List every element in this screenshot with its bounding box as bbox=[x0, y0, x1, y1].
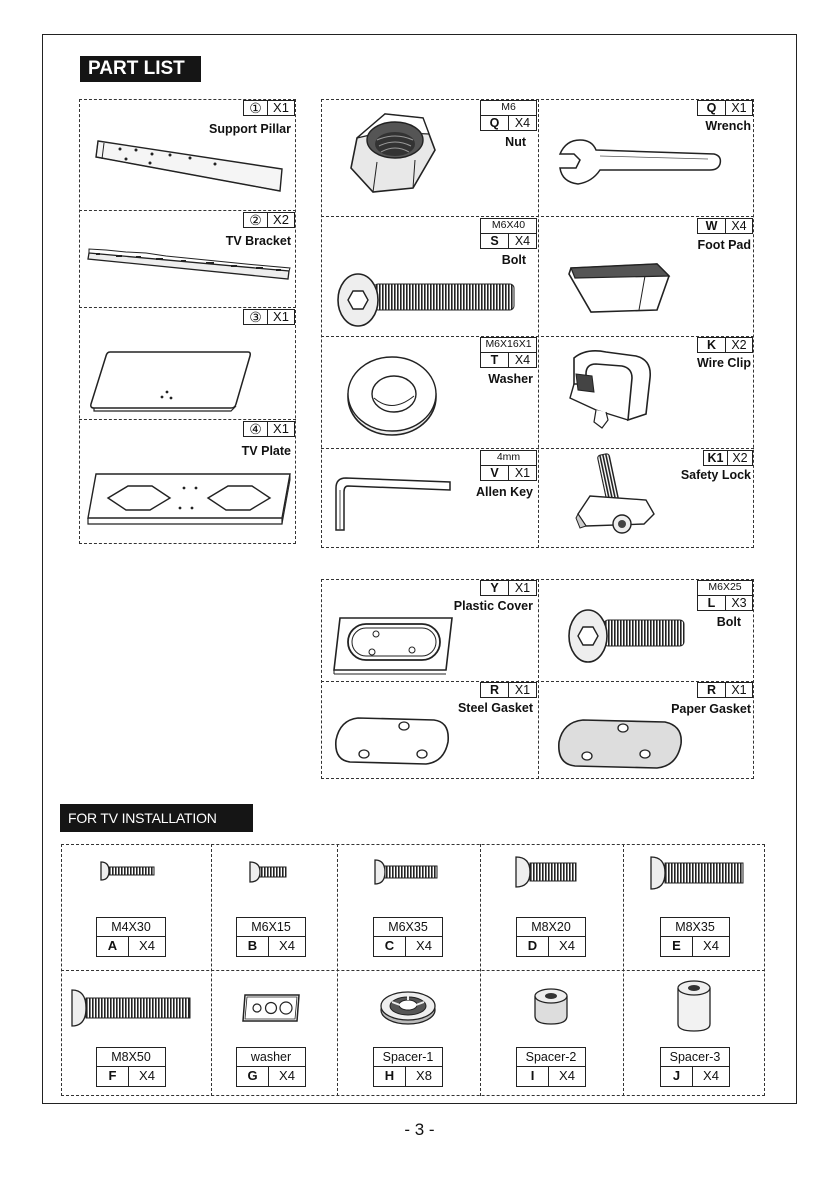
part-g-tag: washer G X4 bbox=[236, 1047, 306, 1087]
support-pillar-label: Support Pillar bbox=[209, 122, 291, 136]
part-e-tag: M8X35 E X4 bbox=[660, 917, 730, 957]
part-b-tag: M6X15 B X4 bbox=[236, 917, 306, 957]
wire-clip-icon bbox=[566, 348, 658, 430]
screw-d-icon bbox=[512, 855, 580, 889]
nut-label: Nut bbox=[505, 135, 526, 149]
part-f-tag: M8X50 F X4 bbox=[96, 1047, 166, 1087]
steel-gasket-label: Steel Gasket bbox=[457, 701, 533, 715]
part-2-tag: ② X2 bbox=[243, 212, 295, 228]
washer-spec: M6X16X1 bbox=[480, 337, 537, 352]
safety-lock-icon bbox=[574, 452, 660, 536]
nut-tag: Q X4 bbox=[480, 115, 537, 131]
part-h-tag: Spacer-1 H X8 bbox=[373, 1047, 443, 1087]
page-number: - 3 - bbox=[404, 1120, 435, 1139]
washer-plate-icon bbox=[241, 991, 303, 1025]
wrench-icon bbox=[556, 132, 726, 190]
nut-spec: M6 bbox=[480, 100, 537, 115]
allen-key-label: Allen Key bbox=[476, 485, 533, 499]
safety-lock-tag: K1 X2 bbox=[703, 450, 753, 466]
plastic-cover-icon bbox=[330, 612, 456, 676]
tv-plate-icon bbox=[86, 470, 294, 530]
part-d-tag: M8X20 D X4 bbox=[516, 917, 586, 957]
support-pillar-icon bbox=[90, 135, 290, 197]
screw-b-icon bbox=[246, 860, 290, 884]
wire-clip-tag: K X2 bbox=[697, 337, 753, 353]
washer-label: Washer bbox=[488, 372, 533, 386]
allen-key-spec: 4mm bbox=[480, 450, 537, 465]
part-i-tag: Spacer-2 I X4 bbox=[516, 1047, 586, 1087]
bolt-l-tag: L X3 bbox=[697, 595, 753, 611]
spacer-1-icon bbox=[378, 988, 438, 1026]
plastic-cover-label: Plastic Cover bbox=[453, 599, 533, 613]
steel-gasket-icon bbox=[330, 712, 454, 770]
bolt-s-label: Bolt bbox=[501, 253, 526, 267]
paper-gasket-tag: R X1 bbox=[697, 682, 753, 698]
washer-icon bbox=[342, 350, 442, 440]
allen-key-tag: V X1 bbox=[480, 465, 537, 481]
bolt-l-icon bbox=[566, 606, 688, 668]
nut-icon bbox=[343, 104, 443, 206]
part-a-tag: M4X30 A X4 bbox=[96, 917, 166, 957]
spacer-3-icon bbox=[674, 978, 714, 1034]
bolt-s-spec: M6X40 bbox=[480, 218, 537, 233]
tv-bracket-icon bbox=[86, 247, 294, 283]
screw-c-icon bbox=[371, 858, 441, 886]
foot-pad-tag: W X4 bbox=[697, 218, 753, 234]
wire-clip-label: Wire Clip bbox=[696, 356, 751, 370]
paper-gasket-icon bbox=[553, 716, 687, 772]
tv-installation-heading: FOR TV INSTALLATION bbox=[60, 804, 253, 832]
safety-lock-label: Safety Lock bbox=[680, 468, 751, 482]
bolt-s-tag: S X4 bbox=[480, 233, 537, 249]
tv-plate-label: TV Plate bbox=[241, 444, 291, 458]
allen-key-icon bbox=[330, 474, 456, 534]
wrench-label: Wrench bbox=[705, 119, 751, 133]
part-list-heading: PART LIST bbox=[80, 56, 201, 82]
paper-gasket-label: Paper Gasket bbox=[671, 702, 751, 716]
part-c-tag: M6X35 C X4 bbox=[373, 917, 443, 957]
base-plate-icon bbox=[88, 348, 254, 414]
part-1-tag: ① X1 bbox=[243, 100, 295, 116]
foot-pad-icon bbox=[565, 260, 673, 316]
part-3-tag: ③ X1 bbox=[243, 309, 295, 325]
screw-a-icon bbox=[97, 860, 157, 882]
plastic-cover-tag: Y X1 bbox=[480, 580, 537, 596]
screw-f-icon bbox=[68, 988, 194, 1028]
screw-e-icon bbox=[647, 855, 747, 891]
steel-gasket-tag: R X1 bbox=[480, 682, 537, 698]
spacer-2-icon bbox=[531, 986, 571, 1026]
bolt-l-label: Bolt bbox=[716, 615, 741, 629]
part-j-tag: Spacer-3 J X4 bbox=[660, 1047, 730, 1087]
washer-tag: T X4 bbox=[480, 352, 537, 368]
foot-pad-label: Foot Pad bbox=[697, 238, 751, 252]
bolt-icon bbox=[334, 270, 520, 330]
part-4-tag: ④ X1 bbox=[243, 421, 295, 437]
tv-bracket-label: TV Bracket bbox=[225, 234, 291, 248]
bolt-l-spec: M6X25 bbox=[697, 580, 753, 595]
wrench-tag: Q X1 bbox=[697, 100, 753, 116]
